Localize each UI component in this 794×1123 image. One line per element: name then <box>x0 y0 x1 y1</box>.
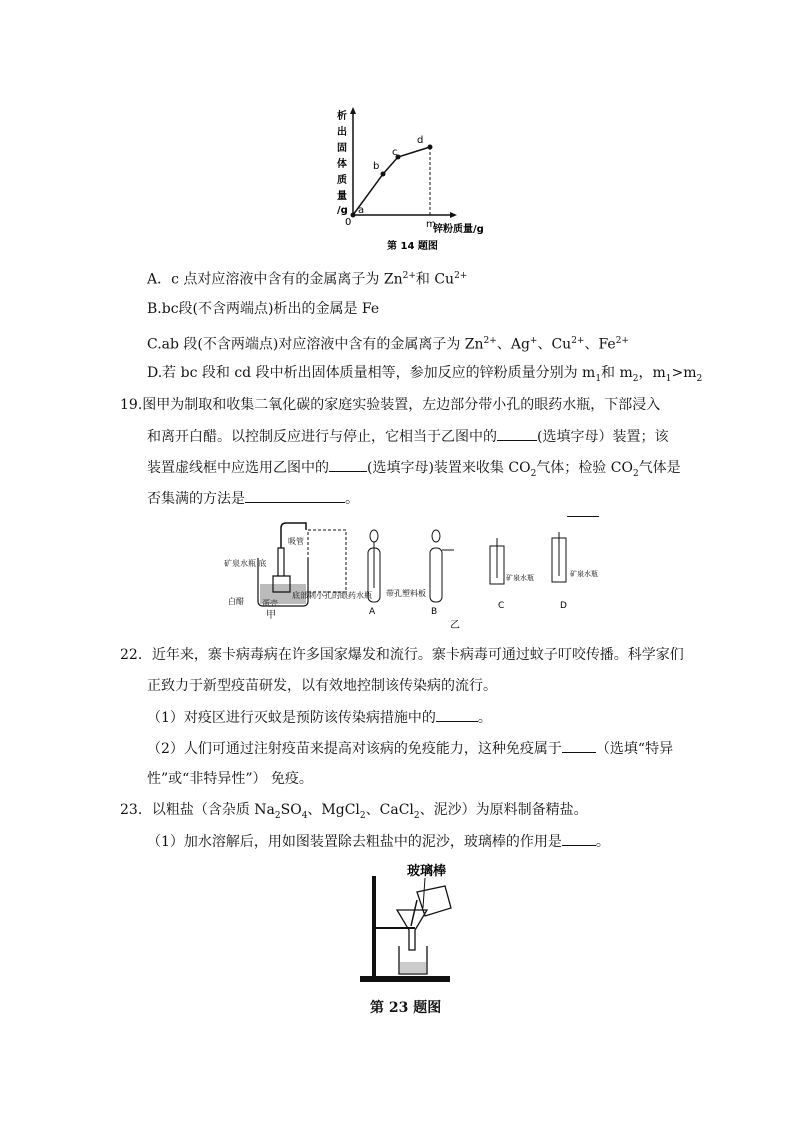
point-b <box>381 172 386 177</box>
y-label-char: 出 <box>337 127 347 138</box>
label-straw: 吸管 <box>288 537 304 546</box>
label-bottle-d: 矿泉水瓶 <box>570 570 598 578</box>
q22-sub2: （2）人们可通过注射疫苗来提高对该病的免疫能力，这种免疫属于 （选填“特异 <box>147 738 673 759</box>
funnel <box>397 910 427 950</box>
label-vinegar: 白醋 <box>228 597 244 606</box>
label-a: a <box>358 205 365 216</box>
label-bottle-bottom: 矿泉水瓶 底 <box>224 559 267 568</box>
y-label-char: 固 <box>337 143 347 154</box>
answer-blank[interactable] <box>562 738 596 753</box>
y-label-char: 体 <box>337 159 347 170</box>
q19-line2: 和离开白醋。以控制反应进行与停止，它相当于乙图中的 (选填字母）装置；该 <box>147 426 668 447</box>
label-dropper: 底部刺小孔的眼药水瓶 <box>292 591 372 600</box>
y-label-char: /g <box>337 205 348 216</box>
q23-line1: 23．以粗盐（含杂质 $Na_2SO_4$、MgCl$_2$、CaCl$_2$、泥沙）为原料制备精盐。 <box>120 802 588 821</box>
stand-base <box>360 976 450 982</box>
y-label-char: 量 <box>337 191 347 202</box>
option-c: C.ab 段(不含两端点)对应溶液中含有的金属离子为 $Zn^{2+}$、Ag+、$Cu^{2+}$、$Fe^{2+}$ <box>147 336 629 353</box>
answer-blank[interactable] <box>245 488 345 503</box>
label-m: m <box>426 219 436 230</box>
answer-blank[interactable] <box>497 426 537 441</box>
funnel-a <box>370 530 378 542</box>
answer-blank[interactable] <box>329 457 367 472</box>
label-leader <box>423 878 425 908</box>
pouring-beaker <box>417 886 451 916</box>
y-axis-label <box>337 109 348 216</box>
figure-14-graph <box>325 105 510 255</box>
q22-line2: 正致力于新型疫苗研发，以有效地控制该传染病的流行。 <box>147 678 497 694</box>
fig23-caption: 第 23 题图 <box>370 1000 442 1016</box>
stand-rod <box>372 876 376 976</box>
stray-rule <box>567 516 599 517</box>
label-c-apparatus: C <box>498 601 505 611</box>
fig14-caption: 第 14 题图 <box>387 241 438 252</box>
q19-line4: 否集满的方法是 。 <box>147 488 359 509</box>
label-d: d <box>417 135 424 146</box>
option-a: A．c 点对应溶液中含有的金属离子为 $Zn^{2+}$和 $Cu^{2+}$ <box>147 271 468 288</box>
label-glass-rod: 玻璃棒 <box>407 864 447 879</box>
q19-line1: 19.图甲为制取和收集二氧化碳的家庭实验装置，左边部分带小孔的眼药水瓶，下部浸入 <box>120 397 661 413</box>
option-b: B.bc段(不含两端点)析出的金属是 Fe <box>147 301 380 317</box>
origin-label: 0 <box>345 217 352 228</box>
x-axis-arrow <box>450 212 457 218</box>
label-b: b <box>373 161 380 172</box>
label-plastic-board: 带孔塑料板 <box>386 589 426 598</box>
q23-sub1: （1）加水溶解后，用如图装置除去粗盐中的泥沙，玻璃棒的作用是 。 <box>147 831 610 852</box>
collection-dashed-box <box>308 530 346 592</box>
tube-b <box>430 548 442 602</box>
label-eggshell: 蛋壳 <box>262 599 278 608</box>
y-label-char: 质 <box>337 175 347 186</box>
label-bottle-c: 矿泉水瓶 <box>506 574 534 582</box>
label-d-apparatus: D <box>560 601 567 611</box>
q22-line1: 22．近年来，寨卡病毒病在许多国家爆发和流行。寨卡病毒可通过蚊子叮咬传播。科学家们 <box>120 647 684 663</box>
answer-blank[interactable] <box>562 831 596 846</box>
option-d: D.若 bc 段和 cd 段中析出固体质量相等，参加反应的锌粉质量分别为 $m_1$和 $m_2$，$m_1>m_2$ <box>147 365 703 384</box>
q22-sub1: （1）对疫区进行灭蚊是预防该传染病措施中的 。 <box>147 707 492 728</box>
label-yi: 乙 <box>450 620 460 630</box>
glass-rod <box>411 900 417 926</box>
q19-line3: 装置虚线框中应选用乙图中的 (选填字母)装置来收集 $CO_2$气体；检验 $CO_2$气体是 <box>147 457 681 484</box>
label-c: c <box>392 147 398 158</box>
point-d <box>428 145 433 150</box>
filtrate <box>400 962 426 973</box>
figure-19-apparatus <box>218 518 618 630</box>
q22-sub2-cont: 性”或“非特异性”） 免疫。 <box>147 771 313 787</box>
label-a-apparatus: A <box>369 607 376 617</box>
x-axis-label: 锌粉质量/g <box>433 224 484 235</box>
answer-blank[interactable] <box>436 707 478 722</box>
label-jia: 甲 <box>266 610 276 621</box>
y-label-char: 析 <box>337 111 347 122</box>
funnel-b <box>432 530 440 542</box>
y-axis-arrow <box>350 107 356 114</box>
label-b-apparatus: B <box>431 607 438 617</box>
figure-23-filtration <box>355 858 475 988</box>
